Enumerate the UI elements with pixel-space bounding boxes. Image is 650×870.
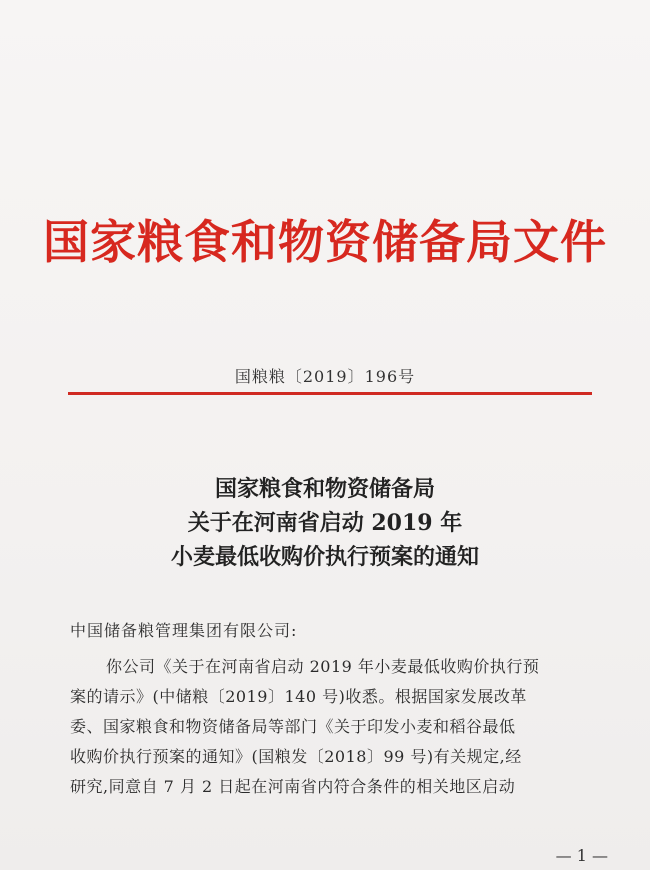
body-line: 收购价执行预案的通知》(国粮发〔2018〕99 号)有关规定,经 xyxy=(70,747,522,766)
notice-title xyxy=(0,472,650,574)
body-line: 委、国家粮食和物资储备局等部门《关于印发小麦和稻谷最低 xyxy=(70,717,516,736)
document-number: 国粮粮〔2019〕196号 xyxy=(234,367,416,386)
red-divider-line xyxy=(68,392,592,395)
body-line: 你公司《关于在河南省启动 2019 年小麦最低收购价执行预 xyxy=(106,657,540,676)
body-text xyxy=(70,652,600,802)
notice-title-line: 小麦最低收购价执行预案的通知 xyxy=(170,544,479,570)
body-line: 研究,同意自 7 月 2 日起在河南省内符合条件的相关地区启动 xyxy=(70,777,516,796)
agency-header-title: 国家粮食和物资储备局文件 xyxy=(43,215,607,269)
body-line: 案的请示》(中储粮〔2019〕140 号)收悉。根据国家发展改革 xyxy=(70,687,527,706)
page-number: — 1 — xyxy=(555,846,608,865)
notice-title-line: 国家粮食和物资储备局 xyxy=(214,476,435,502)
recipient-line: 中国储备粮管理集团有限公司: xyxy=(70,621,298,640)
notice-title-line: 关于在河南省启动 2019 年 xyxy=(187,510,463,536)
